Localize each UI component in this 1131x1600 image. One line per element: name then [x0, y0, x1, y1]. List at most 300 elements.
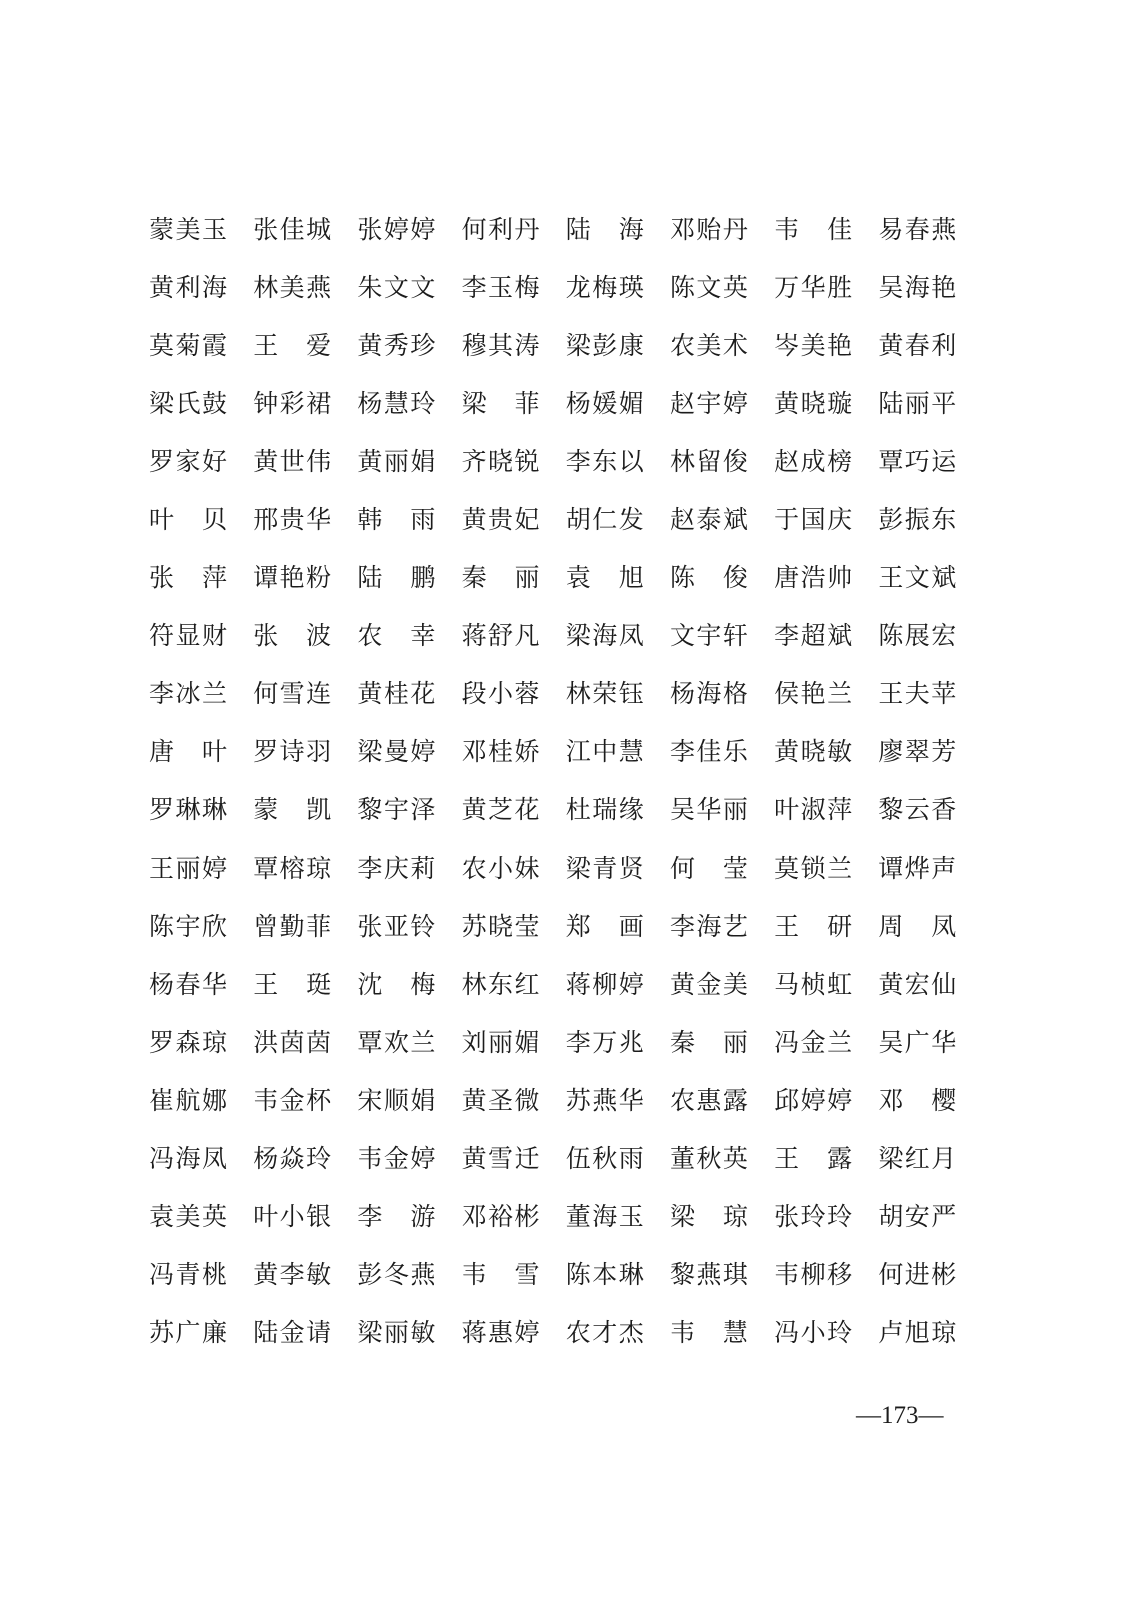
name-text: 蒙美玉: [149, 214, 227, 244]
name-text: 韦 雪: [461, 1260, 540, 1290]
name-text: 莫菊霞: [149, 330, 227, 360]
name-text: 王夫苹: [878, 679, 957, 709]
name-entry: [669, 969, 774, 999]
name-entry: [253, 969, 357, 999]
name-entry: [357, 1202, 461, 1232]
name-entry: [774, 505, 878, 535]
name-text: 马桢虹: [774, 969, 853, 999]
name-text: 覃欢兰: [357, 1027, 436, 1057]
name-row: [149, 374, 989, 432]
name-entry: [669, 795, 774, 825]
name-row: [149, 665, 989, 723]
name-text: 董秋英: [669, 1144, 748, 1174]
name-text: 唐浩帅: [774, 563, 853, 593]
name-text: 吴华丽: [669, 795, 748, 825]
name-text: 廖翠芳: [878, 737, 957, 767]
name-text: 赵成榜: [774, 446, 853, 476]
name-entry: [565, 911, 670, 941]
name-entry: [878, 1318, 982, 1348]
name-text: 冯金兰: [774, 1027, 853, 1057]
name-text: 杜瑞缘: [565, 795, 644, 825]
name-entry: [253, 214, 357, 244]
name-text: 黄贵妃: [461, 505, 540, 535]
name-text: 苏晓莹: [461, 911, 540, 941]
name-text: 符显财: [149, 621, 227, 651]
name-text: 胡安严: [878, 1202, 957, 1232]
name-text: 梁青贤: [565, 853, 644, 883]
name-entry: [149, 621, 253, 651]
name-entry: [669, 388, 774, 418]
name-entry: [357, 969, 461, 999]
name-text: 岑美艳: [774, 330, 853, 360]
name-text: 罗诗羽: [253, 737, 332, 767]
name-text: 李万兆: [565, 1027, 644, 1057]
name-entry: [357, 1027, 461, 1057]
name-entry: [149, 214, 253, 244]
name-row: [149, 490, 989, 548]
name-entry: [149, 795, 253, 825]
name-entry: [253, 1144, 357, 1174]
name-text: 农美术: [669, 330, 748, 360]
name-entry: [774, 1027, 878, 1057]
name-text: 杨慧玲: [357, 388, 436, 418]
name-entry: [774, 446, 878, 476]
name-entry: [461, 1085, 566, 1115]
name-text: 袁美英: [149, 1202, 227, 1232]
name-text: 黄世伟: [253, 446, 332, 476]
name-entry: [565, 272, 670, 302]
name-entry: [461, 621, 566, 651]
name-text: 王 研: [774, 911, 853, 941]
name-entry: [669, 272, 774, 302]
name-text: 李玉梅: [461, 272, 540, 302]
name-text: 宋顺娟: [357, 1085, 436, 1115]
name-text: 韦金杯: [253, 1085, 332, 1115]
name-entry: [149, 1085, 253, 1115]
name-text: 李海艺: [669, 911, 748, 941]
name-entry: [565, 737, 670, 767]
name-entry: [774, 1260, 878, 1290]
name-text: 伍秋雨: [565, 1144, 644, 1174]
name-entry: [461, 1318, 566, 1348]
name-text: 秦 丽: [669, 1027, 748, 1057]
name-text: 黎宇泽: [357, 795, 436, 825]
name-entry: [461, 1144, 566, 1174]
name-text: 黄芝花: [461, 795, 540, 825]
name-entry: [565, 969, 670, 999]
name-text: 何 莹: [669, 853, 748, 883]
name-text: 韦金婷: [357, 1144, 436, 1174]
name-entry: [253, 563, 357, 593]
name-entry: [253, 795, 357, 825]
name-entry: [149, 1318, 253, 1348]
name-text: 郑 画: [565, 911, 644, 941]
name-entry: [149, 272, 253, 302]
page-number: —173—: [856, 1402, 944, 1429]
name-text: 黎燕琪: [669, 1260, 748, 1290]
name-text: 梁 菲: [461, 388, 540, 418]
name-entry: [253, 1027, 357, 1057]
name-entry: [565, 446, 670, 476]
name-entry: [357, 795, 461, 825]
name-entry: [774, 563, 878, 593]
name-text: 黄晓璇: [774, 388, 853, 418]
name-text: 杨海格: [669, 679, 748, 709]
name-entry: [565, 388, 670, 418]
name-row: [149, 200, 989, 258]
name-entry: [669, 1027, 774, 1057]
name-entry: [774, 1144, 878, 1174]
name-entry: [253, 505, 357, 535]
name-row: [149, 1071, 989, 1129]
name-entry: [461, 214, 566, 244]
name-text: 何进彬: [878, 1260, 957, 1290]
name-text: 黄桂花: [357, 679, 436, 709]
name-entry: [878, 505, 982, 535]
name-entry: [357, 1318, 461, 1348]
name-entry: [357, 505, 461, 535]
name-text: 罗森琼: [149, 1027, 227, 1057]
name-text: 邓桂娇: [461, 737, 540, 767]
name-text: 王丽婷: [149, 853, 227, 883]
name-entry: [253, 330, 357, 360]
name-entry: [878, 1202, 982, 1232]
name-entry: [461, 911, 566, 941]
name-text: 钟彩裙: [253, 388, 332, 418]
name-entry: [461, 1260, 566, 1290]
name-text: 陆 鹏: [357, 563, 436, 593]
name-entry: [253, 446, 357, 476]
name-entry: [253, 1085, 357, 1115]
name-text: 蒋惠婷: [461, 1318, 540, 1348]
name-text: 黄春利: [878, 330, 957, 360]
name-text: 沈 梅: [357, 969, 436, 999]
name-entry: [774, 969, 878, 999]
name-entry: [253, 737, 357, 767]
name-entry: [669, 505, 774, 535]
name-row: [149, 723, 989, 781]
name-entry: [149, 1144, 253, 1174]
name-text: 李庆莉: [357, 853, 436, 883]
name-text: 张 萍: [149, 563, 227, 593]
name-entry: [149, 330, 253, 360]
name-text: 李东以: [565, 446, 644, 476]
name-text: 杨焱玲: [253, 1144, 332, 1174]
name-text: 梁红月: [878, 1144, 957, 1174]
name-text: 梁曼婷: [357, 737, 436, 767]
name-text: 洪茵茵: [253, 1027, 332, 1057]
name-entry: [565, 621, 670, 651]
name-text: 王 爱: [253, 330, 332, 360]
name-text: 彭振东: [878, 505, 957, 535]
name-text: 张亚铃: [357, 911, 436, 941]
name-entry: [357, 330, 461, 360]
name-text: 林留俊: [669, 446, 748, 476]
name-entry: [253, 621, 357, 651]
name-text: 叶淑萍: [774, 795, 853, 825]
name-entry: [878, 214, 982, 244]
name-entry: [774, 330, 878, 360]
name-entry: [565, 1085, 670, 1115]
name-entry: [253, 388, 357, 418]
name-text: 邓贻丹: [669, 214, 748, 244]
name-entry: [774, 1318, 878, 1348]
name-text: 农小妹: [461, 853, 540, 883]
name-entry: [878, 330, 982, 360]
name-text: 邓 樱: [878, 1085, 957, 1115]
name-entry: [149, 737, 253, 767]
name-text: 黄金美: [669, 969, 748, 999]
name-entry: [669, 1085, 774, 1115]
name-text: 陈宇欣: [149, 911, 227, 941]
name-text: 邓裕彬: [461, 1202, 540, 1232]
name-text: 莫锁兰: [774, 853, 853, 883]
name-entry: [565, 795, 670, 825]
name-text: 彭冬燕: [357, 1260, 436, 1290]
name-text: 张玲玲: [774, 1202, 853, 1232]
name-text: 侯艳兰: [774, 679, 853, 709]
name-entry: [253, 1318, 357, 1348]
name-text: 朱文文: [357, 272, 436, 302]
name-entry: [357, 214, 461, 244]
name-entry: [774, 1202, 878, 1232]
name-text: 杨春华: [149, 969, 227, 999]
name-text: 崔航娜: [149, 1085, 227, 1115]
name-row: [149, 1130, 989, 1188]
name-entry: [461, 795, 566, 825]
name-entry: [878, 1027, 982, 1057]
name-text: 叶小银: [253, 1202, 332, 1232]
name-text: 冯海凤: [149, 1144, 227, 1174]
name-row: [149, 839, 989, 897]
name-entry: [565, 1202, 670, 1232]
name-text: 黎云香: [878, 795, 957, 825]
name-text: 罗家好: [149, 446, 227, 476]
name-entry: [878, 388, 982, 418]
name-entry: [565, 679, 670, 709]
name-text: 林荣钰: [565, 679, 644, 709]
name-entry: [149, 969, 253, 999]
name-entry: [461, 272, 566, 302]
name-text: 谭艳粉: [253, 563, 332, 593]
name-entry: [669, 330, 774, 360]
name-entry: [669, 1260, 774, 1290]
name-text: 周 凤: [878, 911, 957, 941]
name-text: 叶 贝: [149, 505, 227, 535]
name-text: 易春燕: [878, 214, 957, 244]
name-entry: [878, 621, 982, 651]
name-entry: [878, 911, 982, 941]
name-entry: [565, 505, 670, 535]
name-row: [149, 549, 989, 607]
name-entry: [878, 737, 982, 767]
name-row: [149, 1188, 989, 1246]
name-text: 韦 慧: [669, 1318, 748, 1348]
name-text: 陈文英: [669, 272, 748, 302]
name-entry: [669, 1202, 774, 1232]
name-entry: [669, 1144, 774, 1174]
name-entry: [774, 911, 878, 941]
name-text: 张 波: [253, 621, 332, 651]
name-entry: [669, 737, 774, 767]
name-entry: [357, 1085, 461, 1115]
name-row: [149, 955, 989, 1013]
name-text: 李超斌: [774, 621, 853, 651]
name-entry: [149, 505, 253, 535]
name-text: 袁 旭: [565, 563, 644, 593]
name-entry: [669, 446, 774, 476]
name-row: [149, 258, 989, 316]
name-entry: [357, 272, 461, 302]
name-entry: [565, 1260, 670, 1290]
name-entry: [878, 1085, 982, 1115]
name-text: 梁氏鼓: [149, 388, 227, 418]
name-text: 陈本琳: [565, 1260, 644, 1290]
name-entry: [878, 795, 982, 825]
name-text: 王 露: [774, 1144, 853, 1174]
name-row: [149, 781, 989, 839]
name-entry: [357, 1144, 461, 1174]
name-entry: [565, 214, 670, 244]
name-text: 王 珽: [253, 969, 332, 999]
name-text: 文宇轩: [669, 621, 748, 651]
name-entry: [878, 853, 982, 883]
name-text: 赵泰斌: [669, 505, 748, 535]
name-text: 吴海艳: [878, 272, 957, 302]
name-text: 黄雪迁: [461, 1144, 540, 1174]
name-text: 刘丽媚: [461, 1027, 540, 1057]
name-entry: [565, 330, 670, 360]
name-text: 覃巧运: [878, 446, 957, 476]
name-entry: [565, 853, 670, 883]
name-text: 林东红: [461, 969, 540, 999]
name-text: 覃榕琼: [253, 853, 332, 883]
name-entry: [357, 911, 461, 941]
name-text: 梁彭康: [565, 330, 644, 360]
name-entry: [669, 1318, 774, 1348]
name-entry: [357, 621, 461, 651]
name-entry: [774, 795, 878, 825]
name-text: 梁海凤: [565, 621, 644, 651]
name-entry: [149, 1202, 253, 1232]
name-text: 曾勤菲: [253, 911, 332, 941]
name-text: 黄李敏: [253, 1260, 332, 1290]
name-row: [149, 1304, 989, 1362]
name-entry: [774, 737, 878, 767]
name-entry: [461, 737, 566, 767]
name-entry: [253, 911, 357, 941]
name-entry: [774, 1085, 878, 1115]
name-text: 张佳城: [253, 214, 332, 244]
name-text: 张婷婷: [357, 214, 436, 244]
name-entry: [253, 272, 357, 302]
name-entry: [565, 1318, 670, 1348]
name-text: 陆金请: [253, 1318, 332, 1348]
name-entry: [461, 446, 566, 476]
name-text: 罗琳琳: [149, 795, 227, 825]
name-text: 蒋柳婷: [565, 969, 644, 999]
name-entry: [253, 1202, 357, 1232]
name-text: 林美燕: [253, 272, 332, 302]
name-row: [149, 607, 989, 665]
name-entry: [878, 1260, 982, 1290]
name-text: 秦 丽: [461, 563, 540, 593]
name-text: 李 游: [357, 1202, 436, 1232]
name-row: [149, 1013, 989, 1071]
name-entry: [669, 621, 774, 651]
name-text: 梁丽敏: [357, 1318, 436, 1348]
name-text: 农才杰: [565, 1318, 644, 1348]
name-entry: [878, 969, 982, 999]
name-entry: [149, 1260, 253, 1290]
name-text: 农 幸: [357, 621, 436, 651]
name-entry: [565, 1144, 670, 1174]
name-entry: [878, 1144, 982, 1174]
name-text: 穆其涛: [461, 330, 540, 360]
name-row: [149, 897, 989, 955]
name-entry: [461, 853, 566, 883]
name-text: 冯小玲: [774, 1318, 853, 1348]
name-entry: [565, 563, 670, 593]
name-text: 吴广华: [878, 1027, 957, 1057]
name-entry: [878, 446, 982, 476]
name-text: 唐 叶: [149, 737, 227, 767]
name-row: [149, 1246, 989, 1304]
name-text: 杨媛媚: [565, 388, 644, 418]
name-text: 韦柳移: [774, 1260, 853, 1290]
name-text: 黄晓敏: [774, 737, 853, 767]
name-entry: [669, 679, 774, 709]
name-entry: [774, 679, 878, 709]
name-text: 冯青桃: [149, 1260, 227, 1290]
name-entry: [878, 679, 982, 709]
name-row: [149, 432, 989, 490]
name-entry: [149, 853, 253, 883]
name-text: 陈展宏: [878, 621, 957, 651]
name-text: 苏燕华: [565, 1085, 644, 1115]
name-entry: [565, 1027, 670, 1057]
name-entry: [253, 679, 357, 709]
name-entry: [669, 214, 774, 244]
name-text: 谭烨声: [878, 853, 957, 883]
name-entry: [357, 853, 461, 883]
name-row: [149, 316, 989, 374]
name-entry: [669, 911, 774, 941]
name-entry: [357, 563, 461, 593]
name-text: 苏广廉: [149, 1318, 227, 1348]
name-text: 李冰兰: [149, 679, 227, 709]
name-text: 江中慧: [565, 737, 644, 767]
name-text: 陆 海: [565, 214, 644, 244]
name-entry: [878, 563, 982, 593]
name-entry: [461, 388, 566, 418]
name-entry: [357, 1260, 461, 1290]
name-entry: [357, 446, 461, 476]
name-text: 黄利海: [149, 272, 227, 302]
names-list: [149, 200, 989, 1362]
name-entry: [774, 272, 878, 302]
name-entry: [461, 1202, 566, 1232]
name-text: 齐晓锐: [461, 446, 540, 476]
name-entry: [149, 679, 253, 709]
name-entry: [774, 853, 878, 883]
name-text: 韦 佳: [774, 214, 853, 244]
name-entry: [149, 1027, 253, 1057]
name-entry: [149, 388, 253, 418]
name-text: 黄宏仙: [878, 969, 957, 999]
name-text: 李佳乐: [669, 737, 748, 767]
name-entry: [774, 214, 878, 244]
